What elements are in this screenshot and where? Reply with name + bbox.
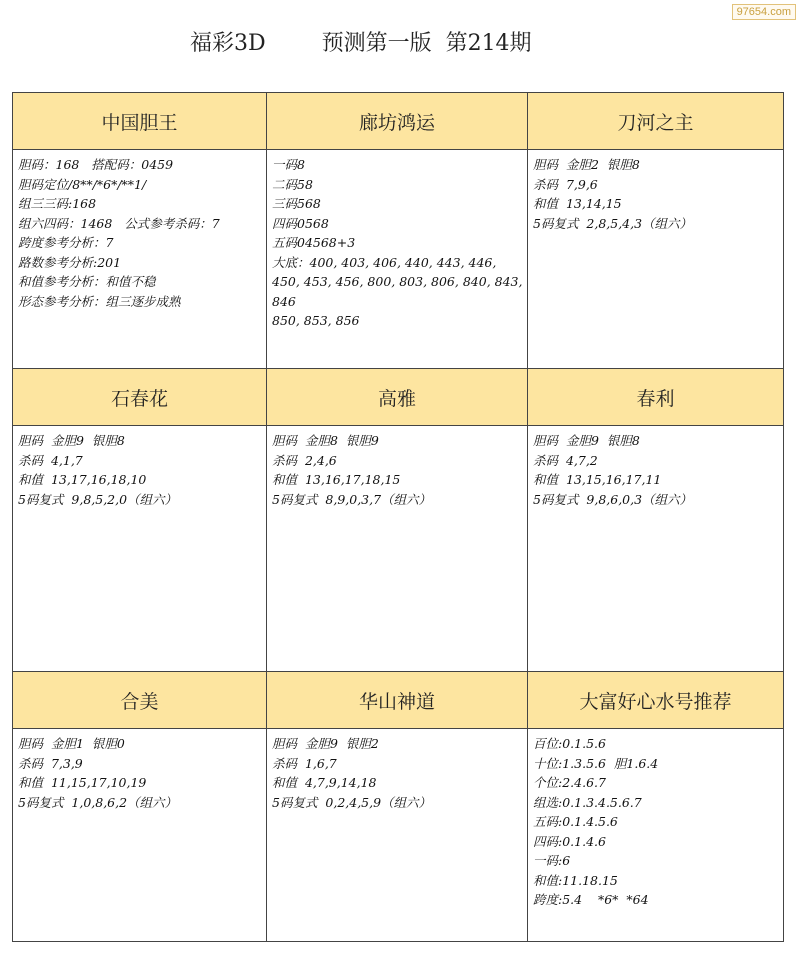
prediction-grid bbox=[12, 92, 784, 942]
prediction-line: 850, 853, 856 bbox=[272, 313, 360, 328]
prediction-line: 四码:0.1.4.6 bbox=[533, 833, 606, 849]
prediction-line: 路数参考分析:201 bbox=[18, 254, 122, 270]
prediction-body bbox=[528, 426, 783, 509]
expert-panel bbox=[13, 672, 267, 942]
prediction-line: 5码复式 0,2,4,5,9（组六） bbox=[272, 794, 432, 810]
expert-panel bbox=[528, 93, 783, 369]
prediction-line: 5码复式 9,8,6,0,3（组六） bbox=[533, 491, 693, 507]
expert-panel bbox=[13, 93, 267, 369]
expert-name: 合美 bbox=[13, 672, 266, 729]
expert-name: 高雅 bbox=[267, 369, 527, 426]
prediction-body bbox=[13, 150, 266, 311]
expert-panel bbox=[267, 672, 528, 942]
expert-panel bbox=[267, 369, 528, 672]
prediction-line: 和值 13,17,16,18,10 bbox=[18, 472, 147, 487]
prediction-line: 胆码定位/8**/*6*/**1/ bbox=[18, 176, 147, 192]
prediction-line: 跨度:5.4 *6* *64 bbox=[533, 892, 649, 907]
prediction-line: 跨度参考分析：7 bbox=[18, 235, 114, 250]
prediction-line: 胆码 金胆9 银胆2 bbox=[272, 736, 379, 751]
expert-panel bbox=[528, 672, 783, 942]
prediction-line: 胆码 金胆8 银胆9 bbox=[272, 433, 379, 448]
page-header bbox=[0, 0, 800, 88]
prediction-line: 胆码 金胆9 银胆8 bbox=[533, 433, 640, 448]
prediction-body bbox=[13, 426, 266, 509]
prediction-line: 胆码：168 搭配码：0459 bbox=[18, 157, 174, 172]
prediction-line: 组选:0.1.3.4.5.6.7 bbox=[533, 794, 642, 810]
prediction-line: 杀码 7,9,6 bbox=[533, 176, 598, 192]
prediction-line: 五码04568+3 bbox=[272, 235, 356, 250]
prediction-line: 杀码 1,6,7 bbox=[272, 755, 337, 771]
prediction-line: 五码:0.1.4.5.6 bbox=[533, 814, 618, 829]
prediction-line: 5码复式 9,8,5,2,0（组六） bbox=[18, 491, 178, 507]
prediction-body bbox=[528, 729, 783, 910]
expert-name: 石春花 bbox=[13, 369, 266, 426]
prediction-line: 和值 4,7,9,14,18 bbox=[272, 775, 377, 790]
prediction-line: 5码复式 8,9,0,3,7（组六） bbox=[272, 491, 432, 507]
prediction-line: 和值 11,15,17,10,19 bbox=[18, 775, 147, 790]
prediction-body bbox=[528, 150, 783, 233]
prediction-line: 个位:2.4.6.7 bbox=[533, 775, 606, 790]
prediction-line: 组三三码:168 bbox=[18, 196, 97, 211]
prediction-line: 形态参考分析：组三逐步成熟 bbox=[18, 293, 181, 309]
prediction-line: 杀码 4,1,7 bbox=[18, 452, 83, 468]
expert-name: 大富好心水号推荐 bbox=[528, 672, 783, 729]
prediction-line: 一码:6 bbox=[533, 853, 571, 868]
prediction-line: 5码复式 1,0,8,6,2（组六） bbox=[18, 794, 178, 810]
prediction-body bbox=[267, 729, 527, 812]
prediction-line: 5码复式 2,8,5,4,3（组六） bbox=[533, 215, 693, 231]
prediction-body bbox=[267, 150, 527, 331]
prediction-line: 和值 13,16,17,18,15 bbox=[272, 472, 401, 487]
prediction-line: 杀码 4,7,2 bbox=[533, 452, 598, 468]
prediction-line: 二码58 bbox=[272, 176, 313, 192]
prediction-line: 胆码 金胆1 银胆0 bbox=[18, 736, 125, 751]
prediction-line: 一码8 bbox=[272, 157, 305, 172]
prediction-line: 十位:1.3.5.6 胆1.6.4 bbox=[533, 755, 659, 771]
site-watermark: 97654.com bbox=[732, 4, 796, 20]
prediction-line: 百位:0.1.5.6 bbox=[533, 736, 606, 751]
prediction-line: 杀码 7,3,9 bbox=[18, 755, 83, 771]
prediction-body bbox=[267, 426, 527, 509]
expert-panel bbox=[528, 369, 783, 672]
expert-name: 春利 bbox=[528, 369, 783, 426]
prediction-line: 大底：400, 403, 406, 440, 443, 446, 450, 453, 456, 800, 803, 806, 840, 843, 846 bbox=[272, 254, 527, 309]
prediction-line: 组六四码：1468 公式参考杀码：7 bbox=[18, 215, 220, 231]
expert-name: 中国胆王 bbox=[13, 93, 266, 150]
prediction-line: 杀码 2,4,6 bbox=[272, 452, 337, 468]
prediction-line: 四码0568 bbox=[272, 215, 329, 231]
prediction-line: 三码568 bbox=[272, 196, 321, 211]
prediction-body bbox=[13, 729, 266, 812]
prediction-line: 胆码 金胆9 银胆8 bbox=[18, 433, 125, 448]
prediction-line: 和值 13,14,15 bbox=[533, 196, 622, 211]
prediction-line: 胆码 金胆2 银胆8 bbox=[533, 157, 640, 172]
page-title: 福彩3D 预测第一版 第214期 bbox=[190, 31, 532, 56]
expert-name: 廊坊鸿运 bbox=[267, 93, 527, 150]
expert-name: 华山神道 bbox=[267, 672, 527, 729]
expert-panel bbox=[13, 369, 267, 672]
prediction-line: 和值 13,15,16,17,11 bbox=[533, 472, 662, 487]
expert-panel bbox=[267, 93, 528, 369]
prediction-line: 和值参考分析：和值不稳 bbox=[18, 274, 156, 289]
prediction-line: 和值:11.18.15 bbox=[533, 872, 618, 888]
expert-name: 刀河之主 bbox=[528, 93, 783, 150]
